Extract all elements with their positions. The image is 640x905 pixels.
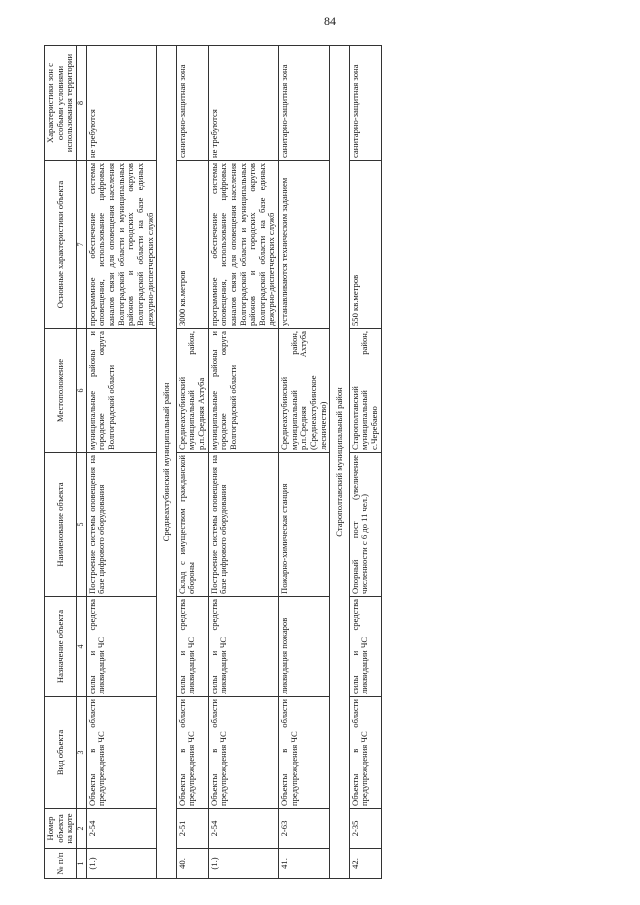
table-cell: 3000 кв.метров xyxy=(176,161,208,329)
header-cell: Основные характеристики объекта xyxy=(45,161,77,329)
table-cell: 2-35 xyxy=(349,809,381,849)
table-cell: 2-63 xyxy=(279,809,330,849)
table-cell: устанавливаются техническим заданием xyxy=(279,161,330,329)
header-row xyxy=(45,46,77,879)
table-cell: силы и средства ликвидации ЧС xyxy=(86,597,156,697)
section-title: Старополтавский муниципальный район xyxy=(330,46,350,879)
header-cell: Назначение объекта xyxy=(45,597,77,697)
table-cell: силы и средства ликвидации ЧС xyxy=(349,597,381,697)
table-cell: санитарно-защитная зона xyxy=(176,46,208,161)
table-cell: Построение системы оповещения на базе цифрового оборудования xyxy=(86,453,156,597)
table-cell: (1.) xyxy=(86,849,156,879)
section-row xyxy=(157,46,177,879)
objects-table xyxy=(44,45,382,879)
table-cell: (1.) xyxy=(208,849,278,879)
table-cell: не требуются xyxy=(208,46,278,161)
header-cell: Местоположение xyxy=(45,329,77,453)
table-cell: 42. xyxy=(349,849,381,879)
header-cell: Характеристики зон с особыми условиями использования территории xyxy=(45,46,77,161)
table-row xyxy=(176,46,208,879)
table-cell: не требуются xyxy=(86,46,156,161)
table-body xyxy=(86,46,381,879)
table-cell: муниципальные районы и городские округа Волгоградской области xyxy=(86,329,156,453)
table-cell: программное обеспечение системы оповещения, использование цифровых каналов связи для оповещения населения Волгоградской области и муниципальных районов и городских округов Волгоградской области на базе единых дежурно-диспетчерских служб xyxy=(86,161,156,329)
header-cell: Вид объекта xyxy=(45,697,77,809)
table-cell: Опорный пост (увеличение численности с 6 до 11 чел.) xyxy=(349,453,381,597)
table-row xyxy=(349,46,381,879)
table-cell: Объекты в области предупреждения ЧС xyxy=(279,697,330,809)
column-number: 4 xyxy=(76,597,86,697)
table-cell: Объекты в области предупреждения ЧС xyxy=(349,697,381,809)
table-cell: Склад с имуществом гражданской обороны xyxy=(176,453,208,597)
column-number: 7 xyxy=(76,161,86,329)
table-cell: 2-51 xyxy=(176,809,208,849)
table-cell: Объекты в области предупреждения ЧС xyxy=(208,697,278,809)
table-row xyxy=(279,46,330,879)
table-row xyxy=(208,46,278,879)
table-cell: муниципальные районы и городские округа Волгоградской области xyxy=(208,329,278,453)
section-row xyxy=(330,46,350,879)
table-cell: Пожарно-химическая станция xyxy=(279,453,330,597)
column-number: 3 xyxy=(76,697,86,809)
column-number: 2 xyxy=(76,809,86,849)
table-cell: санитарно-защитная зона xyxy=(349,46,381,161)
table-cell: Среднеахтубинский муниципальный район, р.п.Средняя Ахтуба xyxy=(176,329,208,453)
table-cell: 2-54 xyxy=(86,809,156,849)
table-cell: Старополтавский муниципальный район, с.Черебаево xyxy=(349,329,381,453)
table-cell: 41. xyxy=(279,849,330,879)
column-number: 8 xyxy=(76,46,86,161)
table-cell: 40. xyxy=(176,849,208,879)
column-number: 6 xyxy=(76,329,86,453)
column-number: 1 xyxy=(76,849,86,879)
table-cell: ликвидация пожаров xyxy=(279,597,330,697)
column-number-row xyxy=(76,46,86,879)
table-cell: Объекты в области предупреждения ЧС xyxy=(176,697,208,809)
header-cell: № п/п xyxy=(45,849,77,879)
column-number: 5 xyxy=(76,453,86,597)
header-cell: Наименование объекта xyxy=(45,453,77,597)
table-cell: 2-54 xyxy=(208,809,278,849)
table-cell: Построение системы оповещения на базе цифрового оборудования xyxy=(208,453,278,597)
table-cell: санитарно-защитная зона xyxy=(279,46,330,161)
table-cell: 550 кв.метров xyxy=(349,161,381,329)
table-row xyxy=(86,46,156,879)
header-cell: Номер объекта на карте xyxy=(45,809,77,849)
table-cell: программное обеспечение системы оповещения, использование цифровых каналов связи для оповещения населения Волгоградской области и муниципальных районов и городских округов Волгоградской области на базе единых дежурно-диспетчерских служб xyxy=(208,161,278,329)
table-cell: Объекты в области предупреждения ЧС xyxy=(86,697,156,809)
page-number: 84 xyxy=(324,14,336,28)
table-cell: силы и средства ликвидации ЧС xyxy=(176,597,208,697)
table-cell: Среднеахтубинский муниципальный район, р.п.Средняя Ахтуба (Среднеахтубинское лесничество) xyxy=(279,329,330,453)
table-cell: силы и средства ликвидации ЧС xyxy=(208,597,278,697)
rotated-table-container xyxy=(44,46,618,879)
section-title: Среднеахтубинский муниципальный район xyxy=(157,46,177,879)
